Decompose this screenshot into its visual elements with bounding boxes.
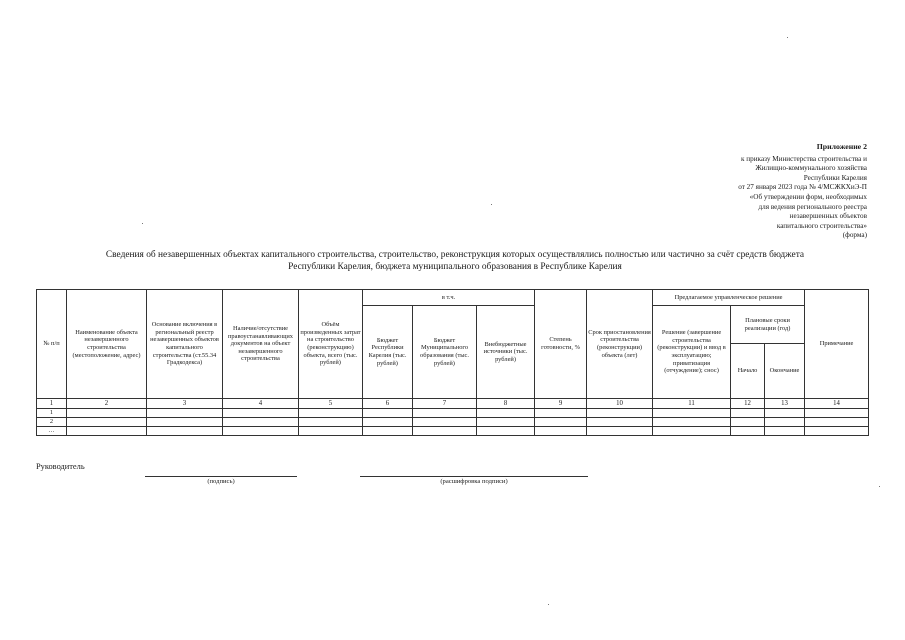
appendix-line: «Об утверждении форм, необходимых (749, 192, 867, 201)
header-including-group: в т.ч. (363, 290, 535, 306)
table-cell (805, 427, 869, 436)
scan-speck (142, 223, 143, 224)
appendix-line: для ведения регионального реестра (758, 202, 867, 211)
header-object-name: Наименование объекта незавершенного строительства (местоположение, адрес) (67, 290, 147, 399)
table-cell (147, 427, 223, 436)
signature-line (145, 476, 297, 477)
table-cell (765, 418, 805, 427)
table-cell (587, 409, 653, 418)
header-planned-terms: Плановые сроки реализации (год) (731, 306, 805, 344)
row-label: 1 (37, 409, 67, 418)
column-number: 14 (805, 399, 869, 409)
table-cell (587, 427, 653, 436)
header-documents: Наличие/отсутствие правоустанавливающих документов на объект незавершенного строительства (223, 290, 299, 399)
header-budget-republic: Бюджет Республики Карелия (тыс. рублей) (363, 306, 413, 399)
table-cell (731, 418, 765, 427)
column-number: 10 (587, 399, 653, 409)
column-number: 4 (223, 399, 299, 409)
signature-label: Руководитель (36, 462, 85, 471)
table-cell (765, 409, 805, 418)
table-cell (765, 427, 805, 436)
scan-speck (491, 204, 492, 205)
table-cell (67, 427, 147, 436)
header-row-number: № п/п (37, 290, 67, 399)
scan-speck (787, 37, 788, 38)
table-cell (587, 418, 653, 427)
scan-speck (548, 604, 549, 605)
header-decision-group: Предлагаемое управленческое решение (653, 290, 805, 306)
column-number: 7 (413, 399, 477, 409)
column-number: 3 (147, 399, 223, 409)
column-number: 9 (535, 399, 587, 409)
row-label: 2 (37, 418, 67, 427)
table-cell (223, 427, 299, 436)
header-readiness: Степень готовности, % (535, 290, 587, 399)
column-number: 13 (765, 399, 805, 409)
appendix-line: от 27 января 2023 года № 4/МСЖКХиЭ-П (738, 183, 867, 192)
table-cell (653, 427, 731, 436)
table-cell (731, 409, 765, 418)
table-cell (363, 418, 413, 427)
document-heading (45, 250, 865, 274)
table-cell (299, 409, 363, 418)
header-end: Окончание (765, 344, 805, 399)
column-number: 1 (37, 399, 67, 409)
table-cell (653, 418, 731, 427)
header-basis: Основание включения в региональный реестр незавершенных объектов капитального строительства (ст.55.34 Градкодекса) (147, 290, 223, 399)
column-number: 12 (731, 399, 765, 409)
table-cell (805, 418, 869, 427)
appendix-title: Приложение 2 (816, 142, 867, 151)
table-cell (147, 418, 223, 427)
table-cell (653, 409, 731, 418)
appendix-form-label: (форма) (842, 231, 867, 240)
table-cell (147, 409, 223, 418)
header-start: Начало (731, 344, 765, 399)
table-cell (223, 418, 299, 427)
registry-table (36, 289, 869, 436)
table-cell (413, 427, 477, 436)
table-cell (67, 409, 147, 418)
scan-speck (879, 486, 880, 487)
decode-caption: (расшифровка подписи) (440, 478, 508, 485)
header-note: Примечание (805, 290, 869, 399)
header-total-costs: Объём произведенных затрат на строительство (реконструкцию) объекта, всего (тыс. рублей) (299, 290, 363, 399)
appendix-line: капитального строительства» (776, 221, 867, 230)
header-decision: Решение (завершение строительства (реконструкции) и ввод в эксплуатацию; приватизация (отчуждение); снос) (653, 306, 731, 399)
table-cell (731, 427, 765, 436)
header-extrabudgetary: Внебюджетные источники (тыс. рублей) (477, 306, 535, 399)
appendix-line: Республики Карелия (803, 173, 867, 182)
decode-line (360, 476, 588, 477)
table-cell (535, 418, 587, 427)
table-cell (299, 418, 363, 427)
column-number: 8 (477, 399, 535, 409)
appendix-line: Жилищно-коммунального хозяйства (755, 164, 867, 173)
column-number: 2 (67, 399, 147, 409)
appendix-block (627, 142, 867, 241)
table-row (37, 427, 869, 436)
table-cell (223, 409, 299, 418)
table-cell (477, 418, 535, 427)
row-label: … (37, 427, 67, 436)
signature-caption: (подпись) (207, 478, 235, 485)
heading-line-2: Республики Карелия, бюджета муниципального образования в Республике Карелия (288, 261, 622, 272)
table-cell (363, 409, 413, 418)
appendix-line: к приказу Министерства строительства и (740, 154, 867, 163)
column-number-row (37, 399, 869, 409)
table-cell (363, 427, 413, 436)
table-cell (535, 427, 587, 436)
table-cell (535, 409, 587, 418)
table-cell (477, 427, 535, 436)
table-row (37, 409, 869, 418)
table-cell (805, 409, 869, 418)
table-cell (67, 418, 147, 427)
table-cell (413, 418, 477, 427)
column-number: 5 (299, 399, 363, 409)
table-row (37, 418, 869, 427)
header-suspension-term: Срок приостановления строительства (реконструкции) объекта (лет) (587, 290, 653, 399)
heading-line-1: Сведения об незавершенных объектах капитального строительства, строительство, реконструкция которых осуществлялись полностью или частично за счёт средств бюджета (105, 250, 805, 260)
table-cell (413, 409, 477, 418)
table-cell (299, 427, 363, 436)
header-budget-municipal: Бюджет Муниципального образования (тыс. рублей) (413, 306, 477, 399)
table-cell (477, 409, 535, 418)
column-number: 6 (363, 399, 413, 409)
column-number: 11 (653, 399, 731, 409)
appendix-line: незавершенных объектов (789, 212, 867, 221)
